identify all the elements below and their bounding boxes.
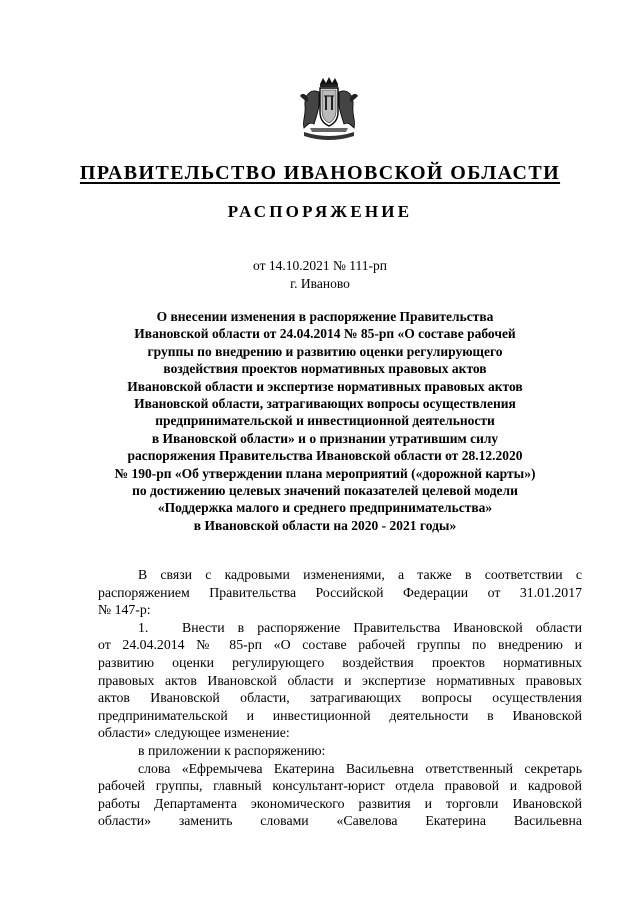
date-number: от 14.10.2021 № 111-рп: [253, 258, 387, 273]
subject-line: воздействия проектов нормативных правовых актов: [163, 361, 487, 377]
city: г. Иваново: [290, 276, 350, 291]
preamble-line: № 147-р:: [98, 602, 151, 618]
document-subject: [90, 308, 560, 534]
item-1-text: Внести в распоряжение Правительства Ивановской области: [182, 619, 582, 635]
item-1-line: развитию оценки регулирующего воздействия проектов нормативных: [98, 654, 582, 670]
words-first-line: слова «Ефремычева Екатерина Васильевна ответственный секретарь: [138, 760, 582, 776]
words-line: области» заменить словами «Савелова Екатерина Васильевна: [98, 813, 582, 829]
words-line: работы Департамента экономического развития и торговли Ивановской: [98, 795, 582, 811]
item-1-line: предпринимательской и инвестиционной деятельности в Ивановской: [98, 707, 582, 723]
government-title: [0, 162, 640, 185]
subject-line: группы по внедрению и развитию оценки регулирующего: [147, 343, 503, 359]
preamble-line: распоряжением Правительства Российской Федерации от 31.01.2017: [98, 584, 582, 600]
subject-line: Ивановской области, затрагивающих вопросы осуществления: [134, 396, 516, 412]
subject-line: в Ивановской области на 2020 - 2021 годы»: [193, 517, 457, 533]
subject-line: № 190-рп «Об утверждении плана мероприятий («дорожной карты»): [114, 465, 536, 481]
preamble-line: В связи с кадровыми изменениями, а также в соответствии с: [138, 567, 582, 582]
subject-line: по достижению целевых значений показателей целевой модели: [132, 483, 518, 499]
words-line: рабочей группы, главный консультант-юрист отдела правовой и кадровой: [98, 778, 582, 794]
subject-line: Ивановской области и экспертизе нормативных правовых актов: [127, 378, 523, 394]
item-1-line: правовых актов Ивановской области и экспертизе нормативных правовых: [98, 672, 582, 688]
document-type: РАСПОРЯЖЕНИЕ: [227, 202, 413, 221]
government-title-text: ПРАВИТЕЛЬСТВО ИВАНОВСКОЙ ОБЛАСТИ: [79, 162, 561, 184]
appendix-line: в приложении к распоряжению:: [138, 742, 326, 758]
subject-line: Ивановской области от 24.04.2014 № 85-рп «О составе рабочей: [134, 326, 516, 342]
subject-line: «Поддержка малого и среднего предпринимательства»: [157, 500, 493, 516]
subject-line: предпринимательской и инвестиционной деятельности: [155, 413, 495, 429]
item-1-number: 1.: [138, 619, 149, 635]
item-1-line: от 24.04.2014 № 85-рп «О составе рабочей группы по внедрению и: [98, 637, 582, 653]
subject-line: О внесении изменения в распоряжение Правительства: [156, 309, 494, 324]
document-body: [98, 566, 582, 830]
subject-line: в Ивановской области» и о признании утратившим силу: [151, 430, 499, 446]
item-1-line: актов Ивановской области, затрагивающих вопросы осуществления: [98, 690, 582, 706]
item-1-line: области» следующее изменение:: [98, 725, 290, 741]
coat-of-arms-icon: [296, 76, 362, 146]
item-1-first-line: [98, 619, 582, 637]
subject-line: распоряжения Правительства Ивановской области от 28.12.2020: [127, 448, 523, 464]
